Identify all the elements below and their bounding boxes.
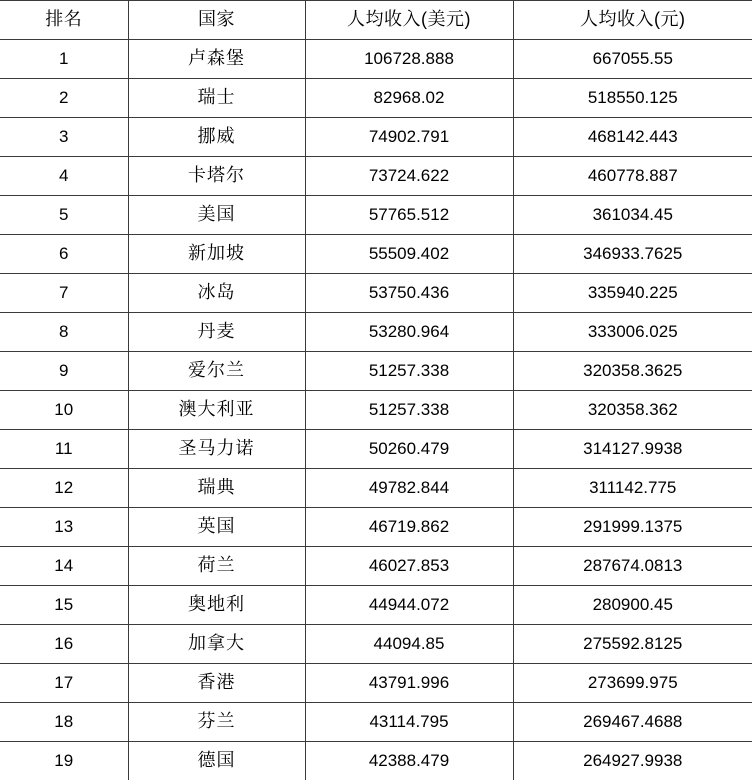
cell-income-usd: 46719.862 (305, 508, 513, 547)
cell-income-cny: 269467.4688 (513, 703, 752, 742)
cell-income-cny: 275592.8125 (513, 625, 752, 664)
cell-rank: 10 (0, 391, 128, 430)
cell-country: 新加坡 (128, 235, 305, 274)
cell-country: 加拿大 (128, 625, 305, 664)
cell-income-usd: 44094.85 (305, 625, 513, 664)
column-header-income-usd: 人均收入(美元) (305, 1, 513, 40)
table-row (0, 430, 752, 469)
table-row (0, 586, 752, 625)
cell-income-cny: 346933.7625 (513, 235, 752, 274)
cell-income-usd: 57765.512 (305, 196, 513, 235)
cell-country: 瑞典 (128, 469, 305, 508)
cell-income-cny: 518550.125 (513, 79, 752, 118)
cell-income-usd: 51257.338 (305, 391, 513, 430)
cell-rank: 11 (0, 430, 128, 469)
cell-income-cny: 291999.1375 (513, 508, 752, 547)
table-row (0, 79, 752, 118)
cell-income-usd: 43791.996 (305, 664, 513, 703)
table-row (0, 40, 752, 79)
cell-rank: 19 (0, 742, 128, 780)
cell-country: 澳大利亚 (128, 391, 305, 430)
cell-income-usd: 51257.338 (305, 352, 513, 391)
table-row (0, 742, 752, 780)
cell-income-cny: 320358.362 (513, 391, 752, 430)
cell-income-cny: 264927.9938 (513, 742, 752, 780)
cell-rank: 1 (0, 40, 128, 79)
column-header-rank: 排名 (0, 1, 128, 40)
table-row (0, 625, 752, 664)
cell-rank: 5 (0, 196, 128, 235)
table-header (0, 1, 752, 40)
cell-income-usd: 46027.853 (305, 547, 513, 586)
cell-income-usd: 44944.072 (305, 586, 513, 625)
cell-income-cny: 335940.225 (513, 274, 752, 313)
cell-income-usd: 42388.479 (305, 742, 513, 780)
cell-country: 卡塔尔 (128, 157, 305, 196)
cell-income-cny: 311142.775 (513, 469, 752, 508)
cell-country: 圣马力诺 (128, 430, 305, 469)
cell-rank: 7 (0, 274, 128, 313)
cell-rank: 16 (0, 625, 128, 664)
cell-rank: 3 (0, 118, 128, 157)
cell-income-cny: 314127.9938 (513, 430, 752, 469)
table-row (0, 664, 752, 703)
cell-income-usd: 43114.795 (305, 703, 513, 742)
table-row (0, 196, 752, 235)
cell-income-usd: 106728.888 (305, 40, 513, 79)
cell-rank: 17 (0, 664, 128, 703)
cell-country: 冰岛 (128, 274, 305, 313)
column-header-income-cny: 人均收入(元) (513, 1, 752, 40)
cell-rank: 2 (0, 79, 128, 118)
table-row (0, 391, 752, 430)
cell-country: 挪威 (128, 118, 305, 157)
cell-rank: 14 (0, 547, 128, 586)
cell-country: 德国 (128, 742, 305, 780)
table-header-row (0, 1, 752, 40)
cell-income-cny: 273699.975 (513, 664, 752, 703)
cell-income-usd: 74902.791 (305, 118, 513, 157)
cell-income-cny: 460778.887 (513, 157, 752, 196)
cell-income-usd: 73724.622 (305, 157, 513, 196)
cell-rank: 9 (0, 352, 128, 391)
cell-rank: 18 (0, 703, 128, 742)
cell-income-cny: 361034.45 (513, 196, 752, 235)
cell-country: 奥地利 (128, 586, 305, 625)
cell-income-cny: 333006.025 (513, 313, 752, 352)
cell-rank: 8 (0, 313, 128, 352)
cell-country: 英国 (128, 508, 305, 547)
cell-rank: 12 (0, 469, 128, 508)
table-row (0, 313, 752, 352)
table-row (0, 469, 752, 508)
cell-income-cny: 320358.3625 (513, 352, 752, 391)
column-header-country: 国家 (128, 1, 305, 40)
table-row (0, 157, 752, 196)
cell-income-usd: 82968.02 (305, 79, 513, 118)
table-row (0, 508, 752, 547)
cell-income-usd: 50260.479 (305, 430, 513, 469)
table-body (0, 40, 752, 780)
cell-rank: 6 (0, 235, 128, 274)
cell-country: 卢森堡 (128, 40, 305, 79)
cell-country: 香港 (128, 664, 305, 703)
table-row (0, 703, 752, 742)
cell-income-usd: 55509.402 (305, 235, 513, 274)
cell-country: 丹麦 (128, 313, 305, 352)
cell-rank: 15 (0, 586, 128, 625)
table-row (0, 274, 752, 313)
cell-rank: 4 (0, 157, 128, 196)
table-row (0, 118, 752, 157)
cell-income-cny: 667055.55 (513, 40, 752, 79)
cell-income-cny: 280900.45 (513, 586, 752, 625)
cell-income-usd: 49782.844 (305, 469, 513, 508)
table-row (0, 547, 752, 586)
cell-income-cny: 468142.443 (513, 118, 752, 157)
cell-country: 荷兰 (128, 547, 305, 586)
cell-country: 美国 (128, 196, 305, 235)
cell-income-cny: 287674.0813 (513, 547, 752, 586)
cell-country: 瑞士 (128, 79, 305, 118)
cell-income-usd: 53280.964 (305, 313, 513, 352)
table-row (0, 235, 752, 274)
table-row (0, 352, 752, 391)
cell-country: 芬兰 (128, 703, 305, 742)
cell-rank: 13 (0, 508, 128, 547)
cell-country: 爱尔兰 (128, 352, 305, 391)
cell-income-usd: 53750.436 (305, 274, 513, 313)
